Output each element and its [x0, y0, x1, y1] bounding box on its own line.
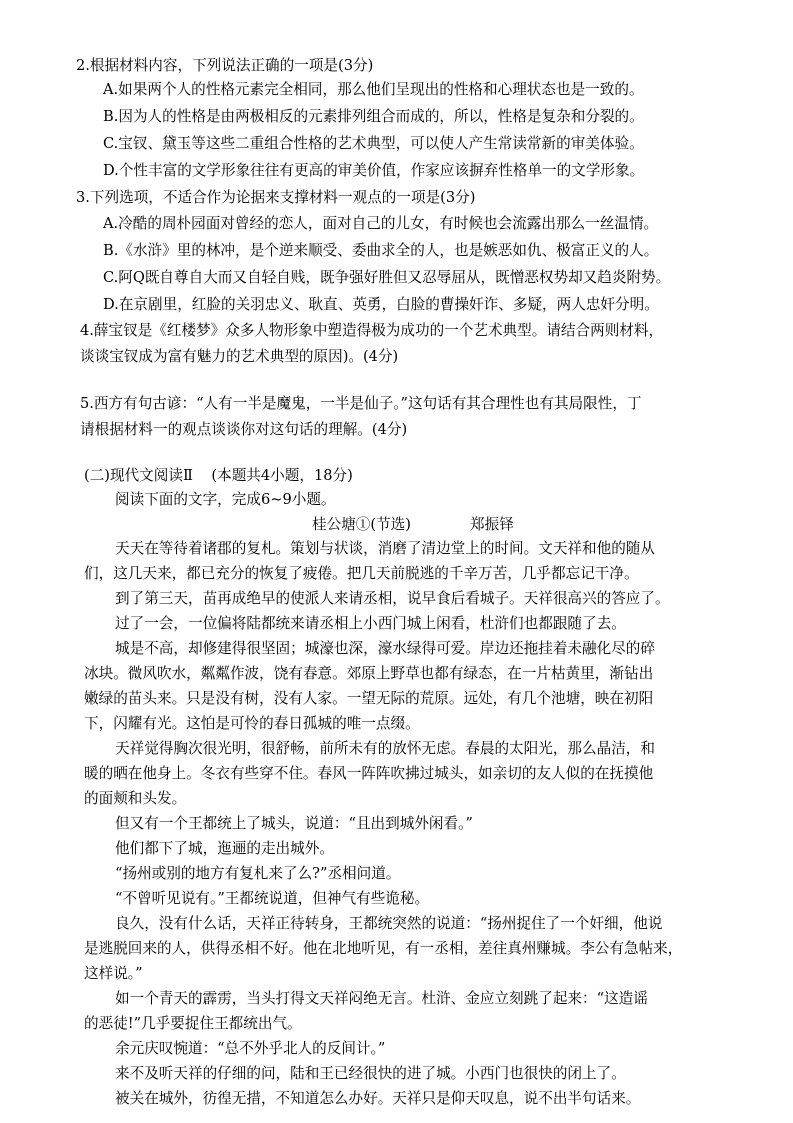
passage-line: “不曾听见说有。”王都统说道，但神气有些诡秘。	[115, 890, 430, 907]
passage-line: 余元庆叹惋道：“总不外乎北人的反间计。”	[115, 1040, 386, 1057]
passage-line: 的面颊和头发。	[84, 790, 187, 807]
passage-line: 城是不高，却修建得很坚固；城濠也深，濠水绿得可爱。岸边还拖挂着未融化尽的碎	[115, 640, 655, 657]
passage-line: 这样说。”	[84, 965, 143, 982]
q2-option-c: C.宝钗、黛玉等这些二重组合性格的艺术典型，可以使人产生常读常新的审美体验。	[103, 135, 644, 152]
passage-line: 但又有一个王都统上了城头，说道：“且出到城外闲看。”	[115, 815, 473, 832]
q2-stem: 2.根据材料内容，下列说法正确的一项是(3分)	[76, 57, 374, 74]
q2-option-a: A.如果两个人的性格元素完全相同，那么他们呈现出的性格和心理状态也是一致的。	[103, 81, 644, 98]
q3-option-d: D.在京剧里，红脸的关羽忠义、耿直、英勇，白脸的曹操奸诈、多疑，两人忠奸分明。	[103, 296, 659, 313]
passage-line: 下，闪耀有光。这怕是可怜的春日孤城的唯一点缀。	[84, 715, 420, 732]
passage-line: 过了一会，一位偏将陆都统来请丞相上小西门城上闲看，杜浒们也都跟随了去。	[115, 615, 626, 632]
passage-line: 天祥觉得胸次很光明，很舒畅，前所未有的放怀无虑。春晨的太阳光，那么晶洁，和	[115, 740, 655, 757]
q5-line-2: 请根据材料一的观点谈谈你对这句话的理解。(4分)	[80, 421, 408, 438]
passage-line: 的恶徒!”几乎要捉住王都统出气。	[84, 1015, 302, 1032]
passage-line: “扬州或别的地方有复札来了么?”丞相问道。	[115, 865, 401, 882]
passage-line: 被关在城外，彷徨无措，不知道怎么办好。天祥只是仰天叹息，说不出半句话来。	[115, 1090, 641, 1107]
passage-line: 良久，没有什么话，天祥正待转身，王都统突然的说道：“扬州捉住了一个奸细，他说	[115, 915, 663, 932]
passage-line: 天天在等待着诸郡的复札。策划与状谈，消磨了清边堂上的时间。文天祥和他的随从	[115, 540, 655, 557]
passage-line: 他们都下了城，迤逦的走出城外。	[115, 840, 334, 857]
q3-option-b: B.《水浒》里的林冲，是个逆来顺受、委曲求全的人，也是嫉恶如仇、极富正义的人。	[103, 242, 659, 259]
q3-option-a: A.冷酷的周朴园面对曾经的恋人，面对自己的儿女，有时候也会流露出那么一丝温情。	[103, 215, 659, 232]
passage-author: 郑振铎	[470, 516, 514, 533]
passage-line: 来不及听天祥的仔细的问，陆和王已经很快的进了城。小西门也很快的闭上了。	[115, 1065, 626, 1082]
passage-line: 如一个青天的霹雳，当头打得文天祥闷绝无言。杜浒、金应立刻跳了起来：“这造谣	[115, 990, 648, 1007]
q3-option-c: C.阿Q既自尊自大而又自轻自贱，既争强好胜但又忍辱屈从，既憎恶权势却又趋炎附势。	[103, 269, 671, 286]
passage-line: 是逃脱回来的人，供得丞相不好。他在北地听见，有一丞相，差往真州赚城。李公有急帖来，	[84, 940, 683, 957]
passage-line: 冰块。微风吹水，粼粼作波，饶有春意。郊原上野草也都有绿态，在一片枯黄里，渐钻出	[84, 665, 654, 682]
passage-line: 到了第三天，苗再成绝早的使派人来请丞相，说早食后看城子。天祥很高兴的答应了。	[115, 590, 670, 607]
passage-title: 桂公塘①(节选)	[312, 516, 411, 533]
q2-option-d: D.个性丰富的文学形象往往有更高的审美价值，作家应该摒弃性格单一的文学形象。	[103, 162, 645, 179]
q4-line-2: 谈谈宝钗成为富有魅力的艺术典型的原因)。(4分)	[80, 348, 399, 365]
passage-line: 嫩绿的苗头来。只是没有树，没有人家。一望无际的荒原。远处，有几个池塘，映在初阳	[84, 690, 654, 707]
passage-line: 暖的晒在他身上。冬衣有些穿不住。春风一阵阵吹拂过城头，如亲切的友人似的在抚摸他	[84, 765, 654, 782]
q4-line-1: 4.薛宝钗是《红楼梦》众多人物形象中塑造得极为成功的一个艺术典型。请结合两则材料，	[80, 322, 664, 339]
q2-option-b: B.因为人的性格是由两极相反的元素排列组合而成的，所以，性格是复杂和分裂的。	[103, 108, 644, 125]
section-heading: (二)现代文阅读Ⅱ (本题共4小题，18分)	[84, 467, 353, 484]
section-instruction: 阅读下面的文字，完成6~9小题。	[115, 491, 336, 508]
q3-stem: 3.下列选项，不适合作为论据来支撑材料一观点的一项是(3分)	[76, 189, 476, 206]
q5-line-1: 5.西方有句古谚：“人有一半是魔鬼，一半是仙子。”这句话有其合理性也有其局限性，丁	[80, 395, 642, 412]
passage-line: 们，这几天来，都已充分的恢复了疲倦。把几天前脱逃的千辛万苦，几乎都忘记干净。	[84, 565, 639, 582]
